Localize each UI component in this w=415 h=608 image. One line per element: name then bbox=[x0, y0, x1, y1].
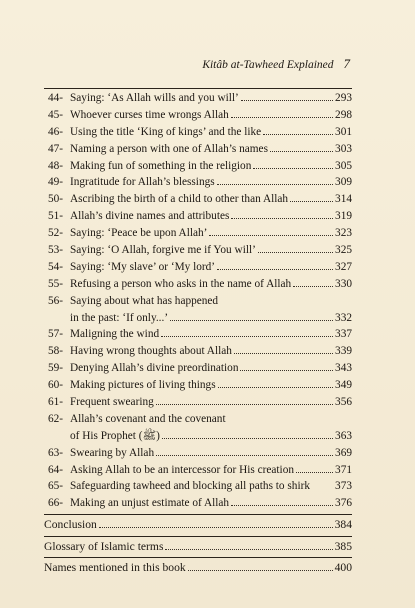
dot-leader bbox=[162, 438, 333, 439]
dot-leader bbox=[290, 201, 333, 202]
toc-entry bbox=[44, 326, 352, 343]
toc-entry bbox=[44, 124, 352, 141]
entry-title: Saying: ‘My slave’ or ‘My lord’ bbox=[70, 260, 216, 273]
entry-page: 303 bbox=[335, 142, 352, 155]
entry-title: Safeguarding tawheed and blocking all paths to shirk bbox=[70, 480, 310, 493]
entry-number: 52- bbox=[48, 227, 64, 240]
toc-entry bbox=[44, 360, 352, 377]
entry-number: 62- bbox=[48, 412, 64, 425]
section-page: 385 bbox=[334, 539, 352, 553]
entry-title: Naming a person with one of Allah’s names bbox=[70, 142, 268, 155]
dot-leader bbox=[209, 235, 333, 236]
toc-main-section bbox=[44, 538, 352, 556]
toc-entry bbox=[44, 259, 352, 276]
entry-page: 332 bbox=[335, 311, 352, 324]
toc-entry bbox=[44, 343, 352, 360]
entry-page: 373 bbox=[335, 480, 352, 493]
entry-title: Allah’s covenant and the covenant bbox=[70, 412, 226, 425]
table-of-contents bbox=[44, 88, 352, 577]
section-divider bbox=[44, 557, 352, 558]
entry-title: in the past: ‘If only...’ bbox=[70, 311, 169, 324]
dot-leader bbox=[156, 404, 333, 405]
entry-title: Saying: ‘As Allah wills and you will’ bbox=[70, 92, 239, 104]
entry-number: 48- bbox=[48, 159, 64, 172]
dot-leader bbox=[165, 549, 333, 550]
entry-page: 319 bbox=[335, 210, 352, 223]
entry-title: Allah’s divine names and attributes bbox=[70, 210, 230, 223]
entry-title: Refusing a person who asks in the name of Allah bbox=[70, 277, 292, 290]
toc-entry bbox=[44, 242, 352, 259]
toc-entry bbox=[44, 495, 352, 512]
entry-number: 54- bbox=[48, 260, 64, 273]
section-page: 384 bbox=[334, 518, 352, 532]
entry-number: 49- bbox=[48, 176, 64, 189]
dot-leader bbox=[258, 252, 333, 253]
toc-entry bbox=[44, 445, 352, 462]
toc-entry bbox=[44, 276, 352, 293]
section-title: Glossary of Islamic terms bbox=[44, 539, 164, 553]
toc-entry bbox=[44, 293, 352, 310]
dot-leader bbox=[253, 168, 333, 169]
entry-number: 60- bbox=[48, 379, 64, 392]
page-number: 7 bbox=[343, 56, 350, 71]
entry-page: 356 bbox=[335, 396, 352, 409]
entry-number: 56- bbox=[48, 294, 64, 307]
entry-number: 66- bbox=[48, 497, 64, 510]
toc-entries bbox=[44, 90, 352, 512]
entry-number: 57- bbox=[48, 328, 64, 341]
toc-entry bbox=[44, 90, 352, 107]
toc-entry bbox=[44, 478, 352, 495]
entry-number: 50- bbox=[48, 193, 64, 206]
toc-main-section bbox=[44, 559, 352, 577]
entry-page: 363 bbox=[335, 429, 352, 442]
entry-title: Ingratitude for Allah’s blessings bbox=[70, 176, 215, 189]
entry-title: Making pictures of living things bbox=[70, 379, 216, 392]
entry-page: 323 bbox=[335, 227, 352, 240]
toc-main-section bbox=[44, 516, 352, 534]
dot-leader bbox=[241, 100, 333, 101]
toc-entry bbox=[44, 428, 352, 445]
entry-number: 58- bbox=[48, 345, 64, 358]
entry-title: Making an unjust estimate of Allah bbox=[70, 497, 230, 510]
entry-title: Saying: ‘O Allah, forgive me if You will’ bbox=[70, 244, 256, 257]
entry-page: 330 bbox=[335, 277, 352, 290]
entry-title: Asking Allah to be an intercessor for His creation bbox=[70, 463, 294, 476]
entry-page: 314 bbox=[335, 193, 352, 206]
toc-entry bbox=[44, 107, 352, 124]
entry-number: 51- bbox=[48, 210, 64, 223]
entry-number: 64- bbox=[48, 463, 64, 476]
entry-number: 47- bbox=[48, 142, 64, 155]
toc-entry bbox=[44, 411, 352, 428]
entry-page: 325 bbox=[335, 244, 352, 257]
entry-title: Swearing by Allah bbox=[70, 446, 155, 459]
toc-main-sections bbox=[44, 516, 352, 577]
entry-title: Using the title ‘King of kings’ and the like bbox=[70, 125, 262, 138]
entry-title: Ascribing the birth of a child to other than Allah bbox=[70, 193, 289, 206]
entry-title: Having wrong thoughts about Allah bbox=[70, 345, 232, 358]
entry-title: Maligning the wind bbox=[70, 328, 160, 341]
entry-number: 63- bbox=[48, 446, 64, 459]
section-title: Names mentioned in this book bbox=[44, 561, 186, 575]
section-page: 400 bbox=[334, 561, 352, 575]
running-head-title: Kitâb at-Tawheed Explained bbox=[202, 59, 334, 71]
dot-leader bbox=[217, 184, 333, 185]
entry-title: Frequent swearing bbox=[70, 396, 154, 409]
section-divider bbox=[44, 536, 352, 537]
entry-number: 55- bbox=[48, 277, 64, 290]
toc-entry bbox=[44, 141, 352, 158]
entry-page: 337 bbox=[335, 328, 352, 341]
dot-leader bbox=[99, 527, 333, 528]
entry-page: 298 bbox=[335, 108, 352, 121]
toc-entry bbox=[44, 191, 352, 208]
dot-leader bbox=[188, 570, 333, 571]
entry-number: 46- bbox=[48, 125, 64, 138]
entry-number: 59- bbox=[48, 362, 64, 375]
dot-leader bbox=[240, 370, 333, 371]
entry-number: 65- bbox=[48, 480, 64, 493]
entry-title: Making fun of something in the religion bbox=[70, 159, 252, 172]
entry-number: 53- bbox=[48, 244, 64, 257]
entry-page: 293 bbox=[335, 92, 352, 104]
toc-entry bbox=[44, 208, 352, 225]
toc-entry bbox=[44, 158, 352, 175]
entry-title: Whoever curses time wrongs Allah bbox=[70, 108, 229, 121]
toc-entry bbox=[44, 310, 352, 327]
dot-leader bbox=[170, 320, 333, 321]
dot-leader bbox=[296, 472, 333, 473]
entry-page: 369 bbox=[335, 446, 352, 459]
dot-leader bbox=[270, 151, 333, 152]
entry-page: 305 bbox=[335, 159, 352, 172]
dot-leader bbox=[231, 218, 333, 219]
dot-leader bbox=[293, 286, 333, 287]
toc-entry bbox=[44, 394, 352, 411]
entry-page: 327 bbox=[335, 260, 352, 273]
entry-page: 343 bbox=[335, 362, 352, 375]
middle-divider bbox=[44, 514, 352, 515]
dot-leader bbox=[217, 269, 333, 270]
entry-page: 376 bbox=[335, 497, 352, 510]
dot-leader bbox=[231, 117, 333, 118]
entry-number: 45- bbox=[48, 108, 64, 121]
dot-leader bbox=[161, 336, 333, 337]
entry-page: 339 bbox=[335, 345, 352, 358]
top-divider bbox=[44, 88, 352, 89]
toc-entry bbox=[44, 174, 352, 191]
toc-entry bbox=[44, 377, 352, 394]
entry-number: 44- bbox=[48, 92, 64, 104]
entry-title: of His Prophet (ﷺ) bbox=[70, 429, 160, 442]
entry-number: 61- bbox=[48, 396, 64, 409]
entry-title: Saying about what has happened bbox=[70, 294, 219, 307]
dot-leader bbox=[156, 455, 333, 456]
entry-page: 301 bbox=[335, 125, 352, 138]
entry-page: 349 bbox=[335, 379, 352, 392]
entry-title: Saying: ‘Peace be upon Allah’ bbox=[70, 227, 208, 240]
dot-leader bbox=[263, 134, 333, 135]
dot-leader bbox=[218, 387, 333, 388]
dot-leader bbox=[231, 505, 333, 506]
section-title: Conclusion bbox=[44, 518, 97, 532]
toc-entry bbox=[44, 225, 352, 242]
running-head bbox=[190, 56, 350, 72]
entry-title: Denying Allah’s divine preordination bbox=[70, 362, 239, 375]
entry-page: 309 bbox=[335, 176, 352, 189]
entry-page: 371 bbox=[335, 463, 352, 476]
toc-entry bbox=[44, 462, 352, 479]
dot-leader bbox=[234, 353, 333, 354]
